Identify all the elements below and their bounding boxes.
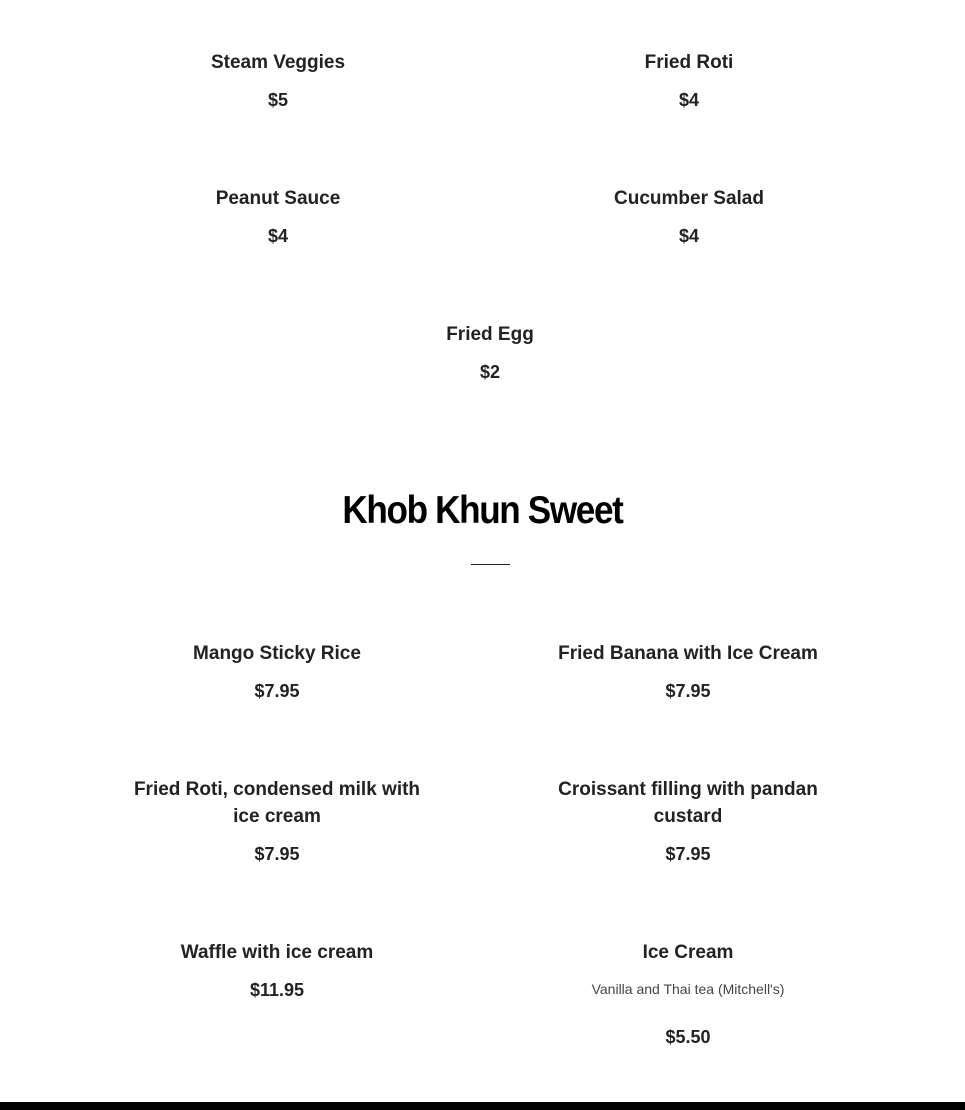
menu-item bbox=[117, 939, 437, 1002]
item-price: $5.50 bbox=[665, 1027, 711, 1047]
item-price: $7.95 bbox=[254, 844, 300, 864]
menu-item bbox=[127, 776, 427, 866]
item-price: $7.95 bbox=[665, 681, 711, 701]
item-name: Fried Egg bbox=[446, 324, 534, 345]
item-name: Cucumber Salad bbox=[614, 188, 764, 209]
menu-item bbox=[553, 776, 823, 866]
item-name: Waffle with ice cream bbox=[180, 942, 374, 963]
item-name: Fried Roti bbox=[644, 52, 734, 73]
menu-item bbox=[117, 640, 437, 703]
item-price: $7.95 bbox=[254, 681, 300, 701]
item-name: Croissant filling with pandan custard bbox=[558, 779, 818, 827]
item-description: Vanilla and Thai tea (Mitchell's) bbox=[591, 981, 785, 997]
menu-item bbox=[528, 640, 848, 703]
menu-item bbox=[528, 939, 848, 1049]
item-name: Fried Banana with Ice Cream bbox=[558, 643, 818, 664]
section-divider bbox=[471, 564, 510, 565]
item-price: $7.95 bbox=[665, 844, 711, 864]
item-price: $4 bbox=[678, 226, 700, 246]
footer-bar bbox=[0, 1102, 965, 1110]
menu-item bbox=[128, 185, 428, 248]
item-price: $5 bbox=[267, 90, 289, 110]
menu-item bbox=[128, 49, 428, 112]
item-price: $4 bbox=[678, 90, 700, 110]
item-name: Fried Roti, condensed milk with ice cream bbox=[133, 779, 421, 827]
item-name: Steam Veggies bbox=[210, 52, 346, 73]
item-price: $4 bbox=[267, 226, 289, 246]
menu-item bbox=[539, 185, 839, 248]
section-title: Khob Khun Sweet bbox=[342, 489, 623, 532]
menu-item bbox=[539, 49, 839, 112]
item-name: Ice Cream bbox=[642, 942, 734, 963]
item-name: Peanut Sauce bbox=[215, 188, 341, 209]
item-price: $2 bbox=[479, 362, 501, 382]
menu-item bbox=[340, 321, 640, 384]
item-name: Mango Sticky Rice bbox=[193, 643, 361, 664]
item-price: $11.95 bbox=[249, 980, 305, 1000]
